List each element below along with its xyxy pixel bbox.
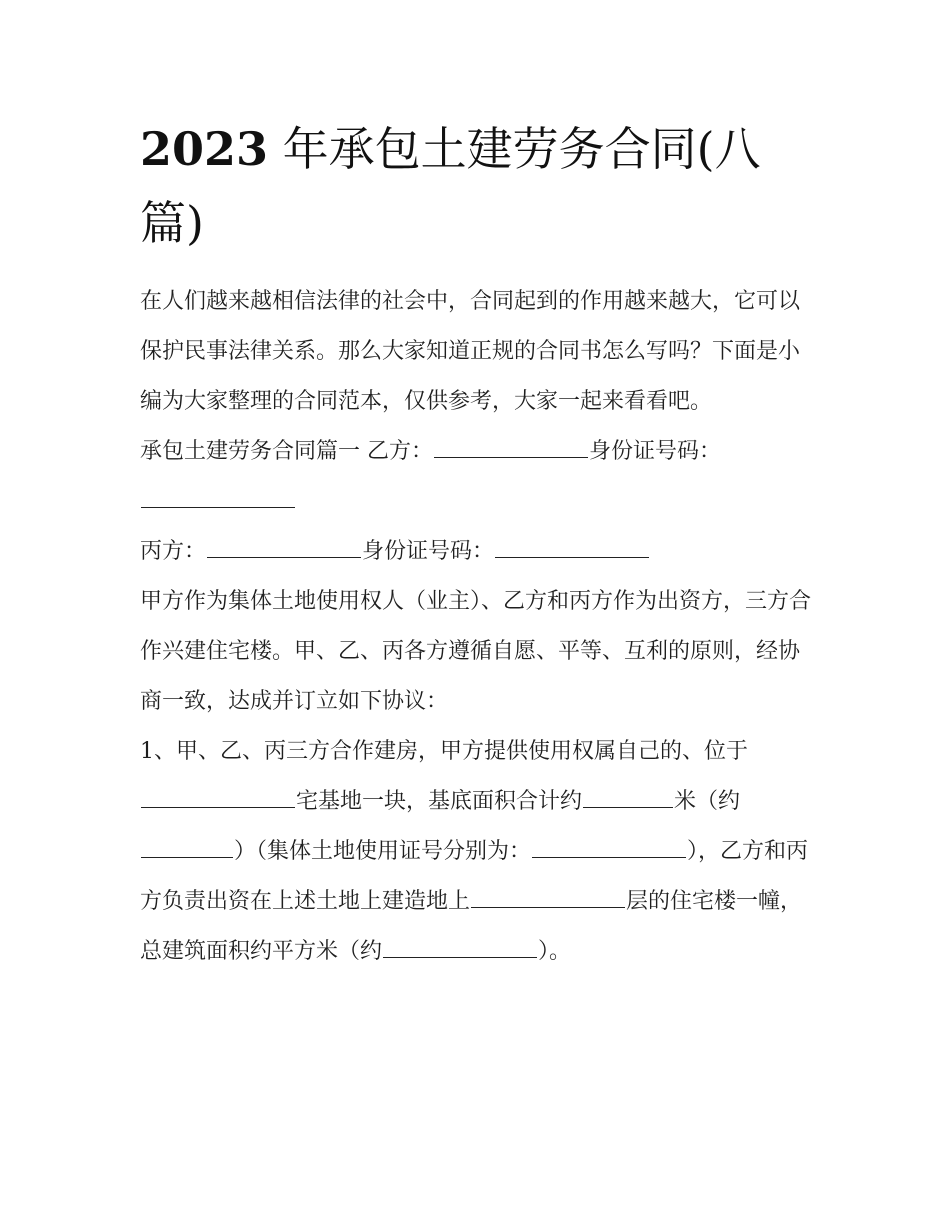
clause-1 xyxy=(140,727,820,977)
location-blank xyxy=(141,785,295,808)
intro-paragraph: 在人们越来越相信法律的社会中，合同起到的作用越来越大，它可以保护民事法律关系。那么大家知道正规的合同书怎么写吗？下面是小编为大家整理的合同范本，仅供参考，大家一起来看看吧。 xyxy=(140,289,801,414)
title-text: 年承包土建劳务合同(八篇) xyxy=(140,122,761,250)
clause-1-text-c: 米（约 xyxy=(674,789,741,814)
document-body xyxy=(140,277,820,977)
party-c-line xyxy=(140,527,820,577)
clause-1-text-f: 层的住宅楼一幢，总建筑面积约平方米（约 xyxy=(140,889,803,964)
certificate-number-blank xyxy=(532,835,686,858)
floors-blank xyxy=(471,885,625,908)
title-year: 2023 xyxy=(140,122,269,176)
clause-1-text-e: ），乙方和丙方负责出资在上述土地上建造地上 xyxy=(140,839,809,914)
clause-1-text-b: 宅基地一块，基底面积合计约 xyxy=(296,789,583,814)
party-c-label: 丙方： xyxy=(140,539,207,564)
clause-1-text-d: ）（集体土地使用证号分别为： xyxy=(234,839,532,864)
party-b-label: 承包土建劳务合同篇一 乙方： xyxy=(140,439,433,464)
id-number-label: 身份证号码： xyxy=(589,439,722,464)
document-title xyxy=(140,112,820,260)
clause-1-text-a: 1、甲、乙、丙三方合作建房，甲方提供使用权属自己的、位于 xyxy=(140,739,748,764)
agreement-intro-paragraph: 甲方作为集体土地使用权人（业主）、乙方和丙方作为出资方，三方合作兴建住宅楼。甲、乙、丙各方遵循自愿、平等、互利的原则，经协商一致，达成并订立如下协议： xyxy=(140,589,812,714)
party-b-name-blank xyxy=(434,435,588,458)
party-c-name-blank xyxy=(207,535,361,558)
clause-1-text-g: ）。 xyxy=(538,939,572,964)
party-b-id-blank xyxy=(141,485,295,508)
party-b-line xyxy=(140,427,820,527)
party-c-id-blank xyxy=(495,535,649,558)
total-area-blank xyxy=(383,935,537,958)
area-approx-blank xyxy=(141,835,233,858)
area-blank xyxy=(583,785,673,808)
id-number-label: 身份证号码： xyxy=(362,539,495,564)
